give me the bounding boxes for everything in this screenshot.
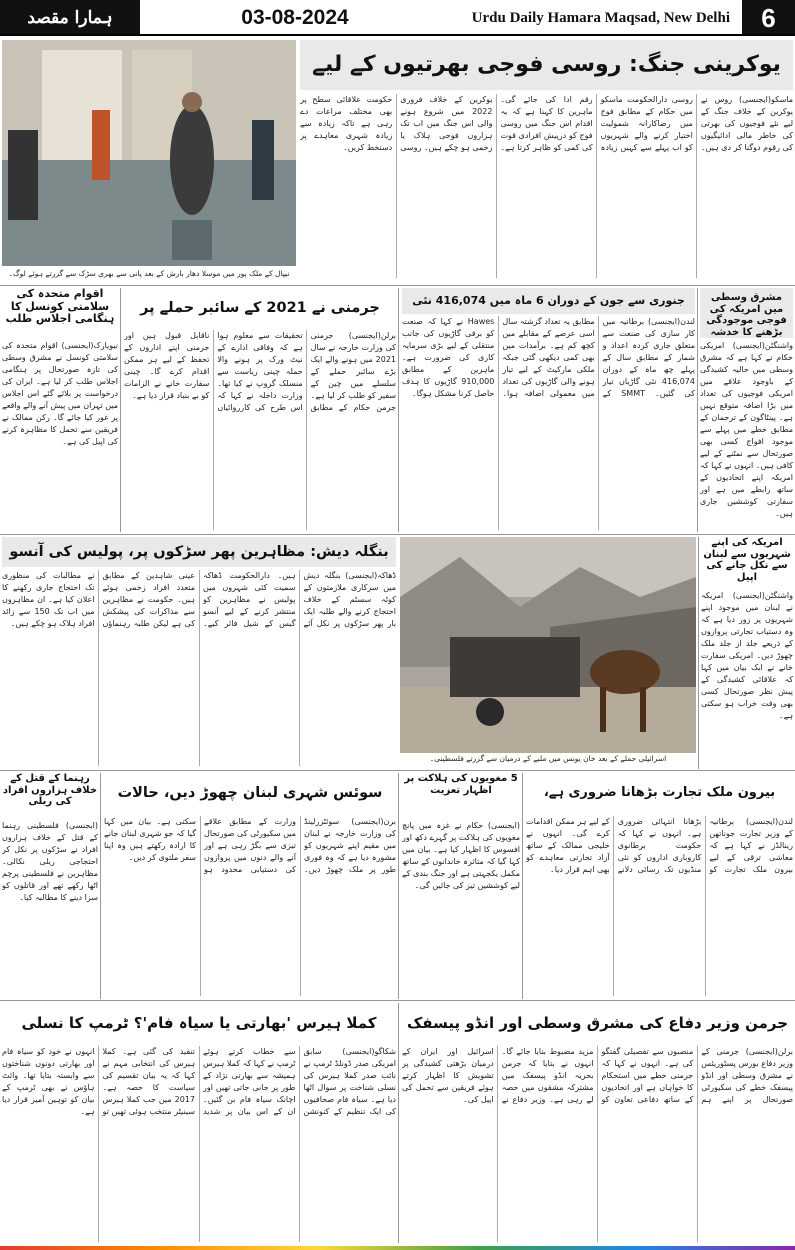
trade-body: لندن(ایجنسی) برطانیہ کے وزیر تجارت جوناتھن رینالڈز نے کہا ہے کہ معاشی ترقی کے لیے بیرون ملک تجارت کو بڑھانا انتہائی ضروری ہے۔ انہوں نے کہا کہ حکومت برطانوی کاروباری اداروں کو نئی منڈیوں تک رسائی دلانے کے لیے ہر ممکن اقدامات کرے گی۔ انہوں نے خلیجی ممالک کے ساتھ آزاد تجارتی معاہدے کو بھی اہم قرار دیا۔ — [526, 817, 793, 874]
condolence-headline: 5 مغویوں کی ہلاکت پر اظہار تعزیت — [402, 773, 520, 817]
footer-color-bar — [0, 1246, 795, 1250]
un-headline: اقوام متحدہ کی سلامتی کونسل کا ہنگامی اجلاس طلب — [2, 288, 118, 338]
germany-headline: جرمنی نے 2021 کے سائبر حملے پر — [124, 288, 396, 328]
flood-photo — [2, 40, 296, 266]
rally-headline: رہنما کے قتل کے خلاف ہزاروں افراد کی ریلی — [2, 773, 98, 817]
ukraine-headline: یوکرینی جنگ: روسی فوجی بھرتیوں کے لیے — [300, 40, 793, 90]
gaza-photo — [400, 537, 696, 753]
un-body: نیویارک(ایجنسی) اقوام متحدہ کی سلامتی کونسل نے مشرق وسطی کی تازہ صورتحال پر ہنگامی اجلاس طلب کر لیا ہے۔ ایران کی درخواست پر بلائے گئے اس اجلاس میں تہران میں پیش آنے والے واقعے پر غور کیا جائے گا۔ رکن ممالک نے فریقین سے تحمل کا مظاہرہ کرنے کی اپیل کی ہے۔ — [2, 341, 118, 446]
swiss-body: برن(ایجنسی) سوئٹزرلینڈ کی وزارت خارجہ نے لبنان میں مقیم اپنے شہریوں کو مشورہ دیا ہے کہ وہ فوری طور پر ملک چھوڑ دیں۔ وزارت کے مطابق علاقے میں سکیورٹی کی صورتحال تیزی سے بگڑ رہی ہے اور آنے والے دنوں میں پروازوں کی دستیابی محدود ہو سکتی ہے۔ بیان میں کہا گیا کہ جو شہری لبنان جانے کا ارادہ رکھتے ہیں وہ اپنا سفر ملتوی کر دیں۔ — [104, 817, 396, 874]
paper-name: Urdu Daily Hamara Maqsad, New Delhi — [471, 10, 730, 26]
mideast-headline: مشرق وسطی میں امریکہ کی فوجی موجودگی بڑھنے کا خدشہ — [700, 288, 793, 338]
swiss-headline: سوئس شہری لبنان چھوڑ دیں، حالات — [104, 773, 396, 813]
bangladesh-body: ڈھاکہ(ایجنسی) بنگلہ دیش میں سرکاری ملازمتوں کے کوٹہ سسٹم کے خلاف احتجاج کرنے والے طلبہ ایک بار پھر سڑکوں پر نکل آئے ہیں۔ دارالحکومت ڈھاکہ سمیت کئی شہروں میں پولیس نے مظاہرین کو منتشر کرنے کے لیے آنسو گیس کے شیل فائر کیے۔ عینی شاہدین کے مطابق متعدد افراد زخمی ہوئے ہیں۔ حکومت نے مظاہرین سے مذاکرات کی پیشکش کی ہے لیکن طلبہ رہنماؤں نے مطالبات کی منظوری تک احتجاج جاری رکھنے کا اعلان کیا ہے۔ ان مظاہروں میں اب تک 150 سے زائد افراد ہلاک ہو چکے ہیں۔ — [2, 571, 396, 628]
masthead — [0, 0, 795, 36]
condolence-body: (ایجنسی) حکام نے غزہ میں پانچ مغویوں کی ہلاکت پر گہرے دکھ اور افسوس کا اظہار کیا ہے۔ بیان میں کہا گیا کہ متاثرہ خاندانوں کے ساتھ مکمل یکجہتی ہے اور جنگ بندی کے لیے کوششیں تیز کی جائیں گی۔ — [402, 821, 520, 890]
newspaper-logo: ہمارا مقصد — [0, 0, 140, 36]
trade-headline: بیرون ملک تجارت بڑھانا ضروری ہے، — [526, 773, 793, 813]
rally-body: (ایجنسی) فلسطینی رہنما کے قتل کے خلاف ہزاروں افراد نے سڑکوں پر نکل کر احتجاجی ریلی نکالی۔ مظاہرین نے فلسطینی پرچم اٹھا رکھے تھے اور قاتلوں کو سزا دینے کا مطالبہ کیا۔ — [2, 821, 98, 902]
mideast-body: واشنگٹن(ایجنسی) امریکی حکام نے کہا ہے کہ مشرق وسطی میں حالیہ کشیدگی کے باوجود علاقے میں امریکی فوجیوں کی تعداد میں بڑا اضافہ متوقع نہیں ہے۔ پینٹاگون کے ترجمان کے مطابق خطے میں پہلے سے موجود افواج کسی بھی صورتحال سے نمٹنے کے لیے کافی ہیں۔ انہوں نے کہا کہ امریکہ اپنے اتحادیوں کے ساتھ رابطے میں ہے اور سفارتی کوششیں جاری ہیں۔ — [700, 341, 793, 518]
german-defense-body: برلن(ایجنسی) جرمنی کے وزیر دفاع بورس پسٹوریئس نے مشرق وسطی اور انڈو پیسفک خطے کی سکیورٹی صورتحال پر اپنے ہم منصبوں سے تفصیلی گفتگو کی ہے۔ انہوں نے کہا کہ جرمنی خطے میں استحکام کا خواہاں ہے اور اتحادیوں کے ساتھ دفاعی تعاون کو مزید مضبوط بنایا جائے گا۔ انہوں نے بتایا کہ جرمن بحریہ انڈو پیسفک میں مشترکہ مشقوں میں حصہ لے رہی ہے۔ وزیر دفاع نے اسرائیل اور ایران کے درمیان بڑھتی کشیدگی پر تشویش کا اظہار کرتے ہوئے فریقین سے تحمل کی اپیل کی۔ — [402, 1047, 793, 1104]
page-number: 6 — [742, 0, 795, 36]
gaza-photo-caption: اسرائیلی حملے کے بعد خان یونس میں ملبے کے درمیان سے گزرتے فلسطینی۔ — [400, 753, 696, 767]
kamala-body: شکاگو(ایجنسی) سابق امریکی صدر ڈونلڈ ٹرمپ نے نائب صدر کملا ہیرس کی نسلی شناخت پر سوال اٹھا دیا ہے۔ سیاہ فام صحافیوں کی ایک تنظیم کے کنونشن سے خطاب کرتے ہوئے ٹرمپ نے کہا کہ کملا ہیرس ہمیشہ سے بھارتی نژاد کے طور پر جانی جاتی تھیں اور اچانک سیاہ فام بن گئیں۔ ان کے اس بیان پر شدید تنقید کی گئی ہے۔ کملا ہیرس کی انتخابی مہم نے کہا کہ یہ بیان تقسیم کی سیاست کا حصہ ہے۔ 2017 میں جب کملا ہیرس سینیٹر منتخب ہوئی تھیں تو انہوں نے خود کو سیاہ فام اور بھارتی دونوں شناختوں سے وابستہ بتایا تھا۔ وائٹ ہاؤس نے بھی ٹرمپ کے بیان کو توہین آمیز قرار دیا ہے۔ — [2, 1047, 396, 1116]
gaza-photo-illustration — [400, 537, 696, 753]
january-body: لندن(ایجنسی) برطانیہ میں کار سازی کی صنعت سے متعلق جاری کردہ اعداد و شمار کے مطابق سال کے پہلے چھ ماہ کے دوران 416,074 نئی گاڑیاں تیار کی گئیں۔ SMMT کے مطابق یہ تعداد گزشتہ سال اسی عرصے کے مقابلے میں کچھ کم ہے۔ برآمدات میں بھی کمی دیکھی گئی جبکہ ملکی مارکیٹ کے لیے تیار ہونے والی گاڑیوں کی تعداد میں معمولی اضافہ ہوا۔ Hawes نے کہا کہ صنعت کو برقی گاڑیوں کی جانب منتقلی کے لیے بڑی سرمایہ کاری کی ضرورت ہے۔ ماہرین کے مطابق 910,000 گاڑیوں کا ہدف حاصل کرنا مشکل ہوگا۔ — [402, 317, 695, 398]
issue-date: 03-08-2024 — [241, 6, 349, 29]
ukraine-body: ماسکو(ایجنسی) روس نے یوکرین کے خلاف جنگ کے لیے نئے فوجیوں کی بھرتی کی خاطر مالی ادائیگیوں کی رقوم دوگنا کر دی ہیں۔ روسی دارالحکومت ماسکو میں حکام کے مطابق فوج میں رضاکارانہ شمولیت اختیار کرنے والے شہریوں کو اب پہلے سے کہیں زیادہ رقم ادا کی جائے گی۔ ماہرین کا کہنا ہے کہ یہ اقدام اس جنگ میں روسی فوج کو درپیش افرادی قوت کی کمی کو ظاہر کرتا ہے۔ یوکرین کے خلاف فروری 2022 میں شروع ہونے والی اس جنگ میں اب تک ہزاروں فوجی ہلاک یا زخمی ہو چکے ہیں۔ روسی حکومت علاقائی سطح پر بھی مختلف مراعات دے رہی ہے تاکہ زیادہ سے زیادہ شہری معاہدے پر دستخط کریں۔ — [300, 95, 793, 152]
lebanon-appeal-body: واشنگٹن(ایجنسی) امریکہ نے لبنان میں موجود اپنے شہریوں پر زور دیا ہے کہ وہ دستیاب تجارتی پروازوں کے ذریعے جلد از جلد ملک چھوڑ دیں۔ امریکی سفارت خانے نے ایک بیان میں کہا کہ علاقائی کشیدگی کے پیش نظر صورتحال کسی بھی وقت خراب ہو سکتی ہے۔ — [701, 591, 793, 720]
german-defense-headline: جرمن وزیر دفاع کی مشرق وسطی اور انڈو پیسفک — [402, 1003, 793, 1043]
kamala-headline: کملا ہیرس 'بھارتی یا سیاہ فام'؟ ٹرمپ کا نسلی — [2, 1003, 396, 1043]
flood-photo-illustration — [2, 40, 296, 266]
flood-photo-caption: نیپال کے ملک پور میں موسلا دھار بارش کے بعد پانی سے بھری سڑک سے گزرتے ہوئے لوگ۔ — [2, 268, 296, 282]
bangladesh-headline: بنگلہ دیش: مظاہرین پھر سڑکوں پر، پولیس کی آنسو — [2, 537, 396, 567]
lebanon-appeal-headline: امریکہ کی اپنے شہریوں سے لبنان سے نکل جانے کی اپیل — [701, 537, 793, 587]
january-headline: جنوری سے جون کے دوران 6 ماہ میں 416,074 نئی — [402, 288, 695, 314]
germany-body: برلن(ایجنسی) جرمنی کی وزارت خارجہ نے سال 2021 میں ہونے والے ایک بڑے سائبر حملے کے سلسلے میں چین کے سفیر کو طلب کر لیا ہے۔ جرمن حکام کے مطابق تحقیقات سے معلوم ہوا ہے کہ وفاقی ادارے کے نیٹ ورک پر ہونے والا حملہ چینی ریاست سے منسلک گروپ نے کیا تھا۔ وزارت داخلہ نے کہا کہ اس طرح کی کارروائیاں ناقابل قبول ہیں اور جرمنی اپنے اداروں کے تحفظ کے لیے ہر ممکن اقدام کرے گا۔ چینی سفارت خانے نے الزامات کو بے بنیاد قرار دیا ہے۔ — [124, 331, 396, 412]
